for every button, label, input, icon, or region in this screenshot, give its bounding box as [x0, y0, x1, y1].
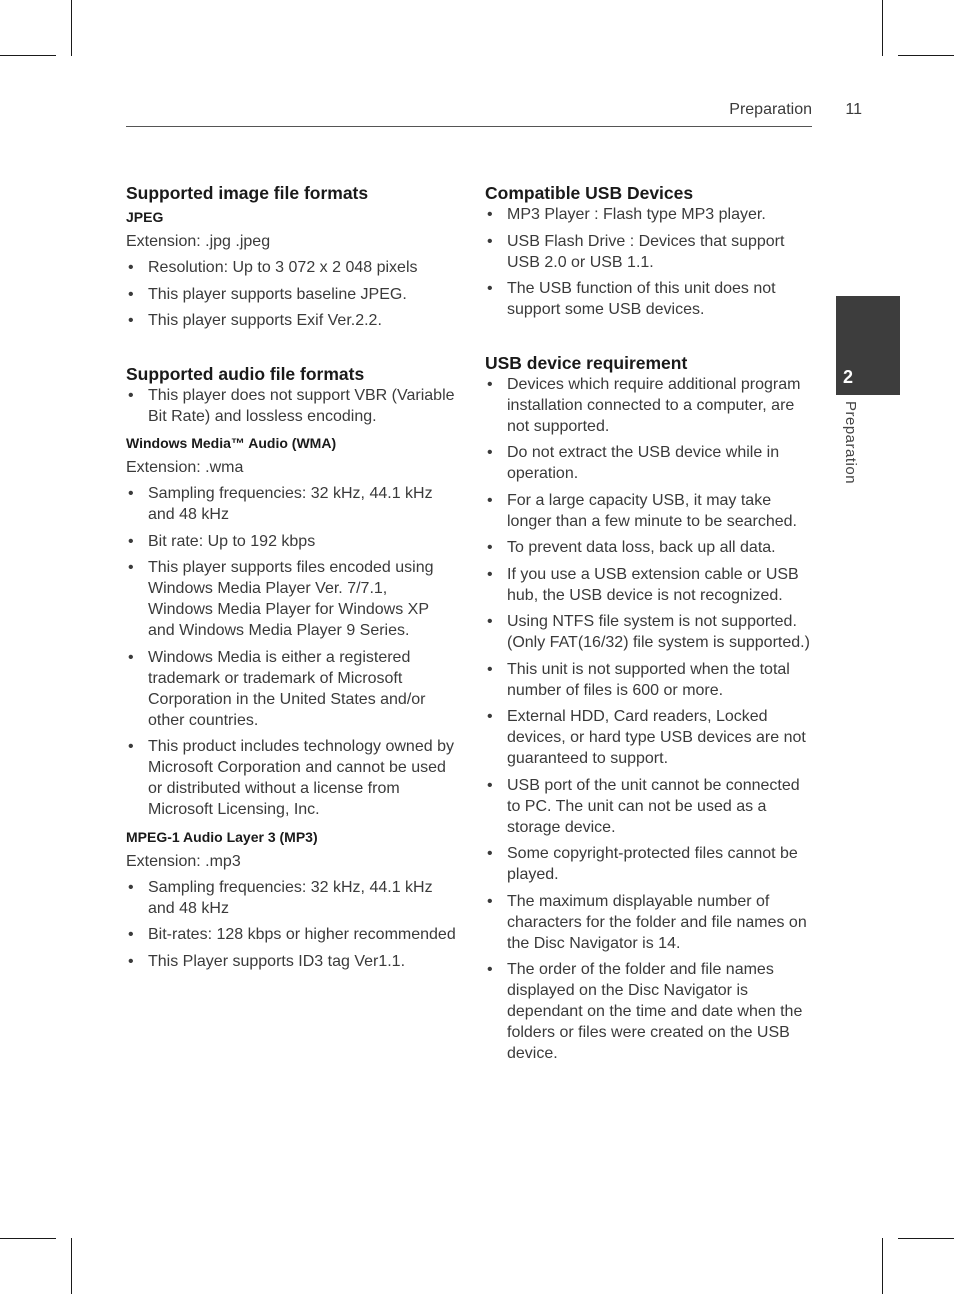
- mp3-bullet-list: [126, 877, 456, 972]
- header-rule: [126, 126, 812, 127]
- wma-extension: Extension: .wma: [126, 459, 244, 476]
- crop-mark: [882, 0, 883, 56]
- list-item: • This player supports Exif Ver.2.2.: [126, 310, 456, 331]
- jpeg-bullet-list: [126, 257, 456, 331]
- right-column: [485, 182, 817, 1070]
- list-item: • External HDD, Card readers, Locked devices, or hard type USB devices are not guaranteed to support.: [485, 706, 817, 769]
- audio-bullet-list: [126, 385, 456, 427]
- section-title-usb-requirement: USB device requirement: [485, 352, 688, 373]
- list-item: • USB Flash Drive : Devices that support USB 2.0 or USB 1.1.: [485, 231, 817, 273]
- section-title-compatible-usb: Compatible USB Devices: [485, 183, 694, 203]
- list-item: • Sampling frequencies: 32 kHz, 44.1 kHz and 48 kHz: [126, 483, 456, 525]
- subsection-title-jpeg: JPEG: [126, 209, 164, 225]
- list-item: • Resolution: Up to 3 072 x 2 048 pixels: [126, 257, 456, 278]
- list-item: • Using NTFS file system is not supported. (Only FAT(16/32) file system is supported.): [485, 611, 817, 653]
- subsection-title-wma: Windows Media™ Audio (WMA): [126, 435, 337, 451]
- jpeg-extension: Extension: .jpg .jpeg: [126, 233, 271, 250]
- chapter-tab-label: Preparation: [842, 401, 859, 485]
- usb-devices-bullet-list: [485, 204, 817, 320]
- list-item: • This player supports files encoded using Windows Media Player Ver. 7/7.1, Windows Media Player for Windows XP and Windows Media Player 9 Series.: [126, 557, 456, 641]
- chapter-tab-number: 2: [843, 367, 854, 387]
- crop-mark: [0, 1238, 56, 1239]
- section-gap: [485, 326, 817, 352]
- list-item: • Bit-rates: 128 kbps or higher recommended: [126, 924, 456, 945]
- list-item: • This product includes technology owned by Microsoft Corporation and cannot be used or distributed without a license from Microsoft Licensing, Inc.: [126, 736, 456, 820]
- crop-mark: [71, 1238, 72, 1294]
- list-item: • Sampling frequencies: 32 kHz, 44.1 kHz and 48 kHz: [126, 877, 456, 919]
- wma-bullet-list: [126, 483, 456, 820]
- mp3-extension: Extension: .mp3: [126, 852, 241, 870]
- list-item: • MP3 Player : Flash type MP3 player.: [485, 204, 817, 225]
- list-item: • This player does not support VBR (Variable Bit Rate) and lossless encoding.: [126, 385, 456, 427]
- list-item: • Devices which require additional program installation connected to a computer, are not supported.: [485, 374, 817, 437]
- list-item: • If you use a USB extension cable or USB hub, the USB device is not recognized.: [485, 564, 817, 606]
- list-item: • Bit rate: Up to 192 kbps: [126, 531, 456, 552]
- list-item: • The maximum displayable number of characters for the folder and file names on the Disc Navigator is 14.: [485, 891, 817, 954]
- crop-mark: [882, 1238, 883, 1294]
- running-header: Preparation: [729, 101, 812, 118]
- usb-requirement-bullet-list: [485, 374, 817, 1065]
- section-title-audio-formats: Supported audio file formats: [126, 363, 365, 384]
- page-number: 11: [845, 101, 862, 118]
- crop-mark: [71, 0, 72, 56]
- list-item: • The USB function of this unit does not support some USB devices.: [485, 278, 817, 320]
- crop-mark: [898, 1238, 954, 1239]
- list-item: • To prevent data loss, back up all data.: [485, 537, 817, 558]
- subsection-title-mp3: MPEG-1 Audio Layer 3 (MP3): [126, 828, 318, 845]
- section-title-image-formats: Supported image file formats: [126, 183, 369, 203]
- list-item: • Windows Media is either a registered trademark or trademark of Microsoft Corporation in the United States and/or other countries.: [126, 647, 456, 731]
- list-item: • This player supports baseline JPEG.: [126, 284, 456, 305]
- section-gap: [126, 337, 456, 363]
- list-item: • Do not extract the USB device while in operation.: [485, 442, 817, 484]
- list-item: • Some copyright-protected files cannot be played.: [485, 843, 817, 885]
- list-item: • For a large capacity USB, it may take longer than a few minute to be searched.: [485, 490, 817, 532]
- crop-mark: [898, 55, 954, 56]
- list-item: • The order of the folder and file names displayed on the Disc Navigator is dependant on the time and date when the folders or files were created on the USB device.: [485, 959, 817, 1064]
- list-item: • This unit is not supported when the total number of files is 600 or more.: [485, 659, 817, 701]
- crop-mark: [0, 55, 56, 56]
- left-column: [126, 182, 456, 977]
- list-item: • USB port of the unit cannot be connected to PC. The unit can not be used as a storage device.: [485, 775, 817, 838]
- list-item: • This Player supports ID3 tag Ver1.1.: [126, 951, 456, 972]
